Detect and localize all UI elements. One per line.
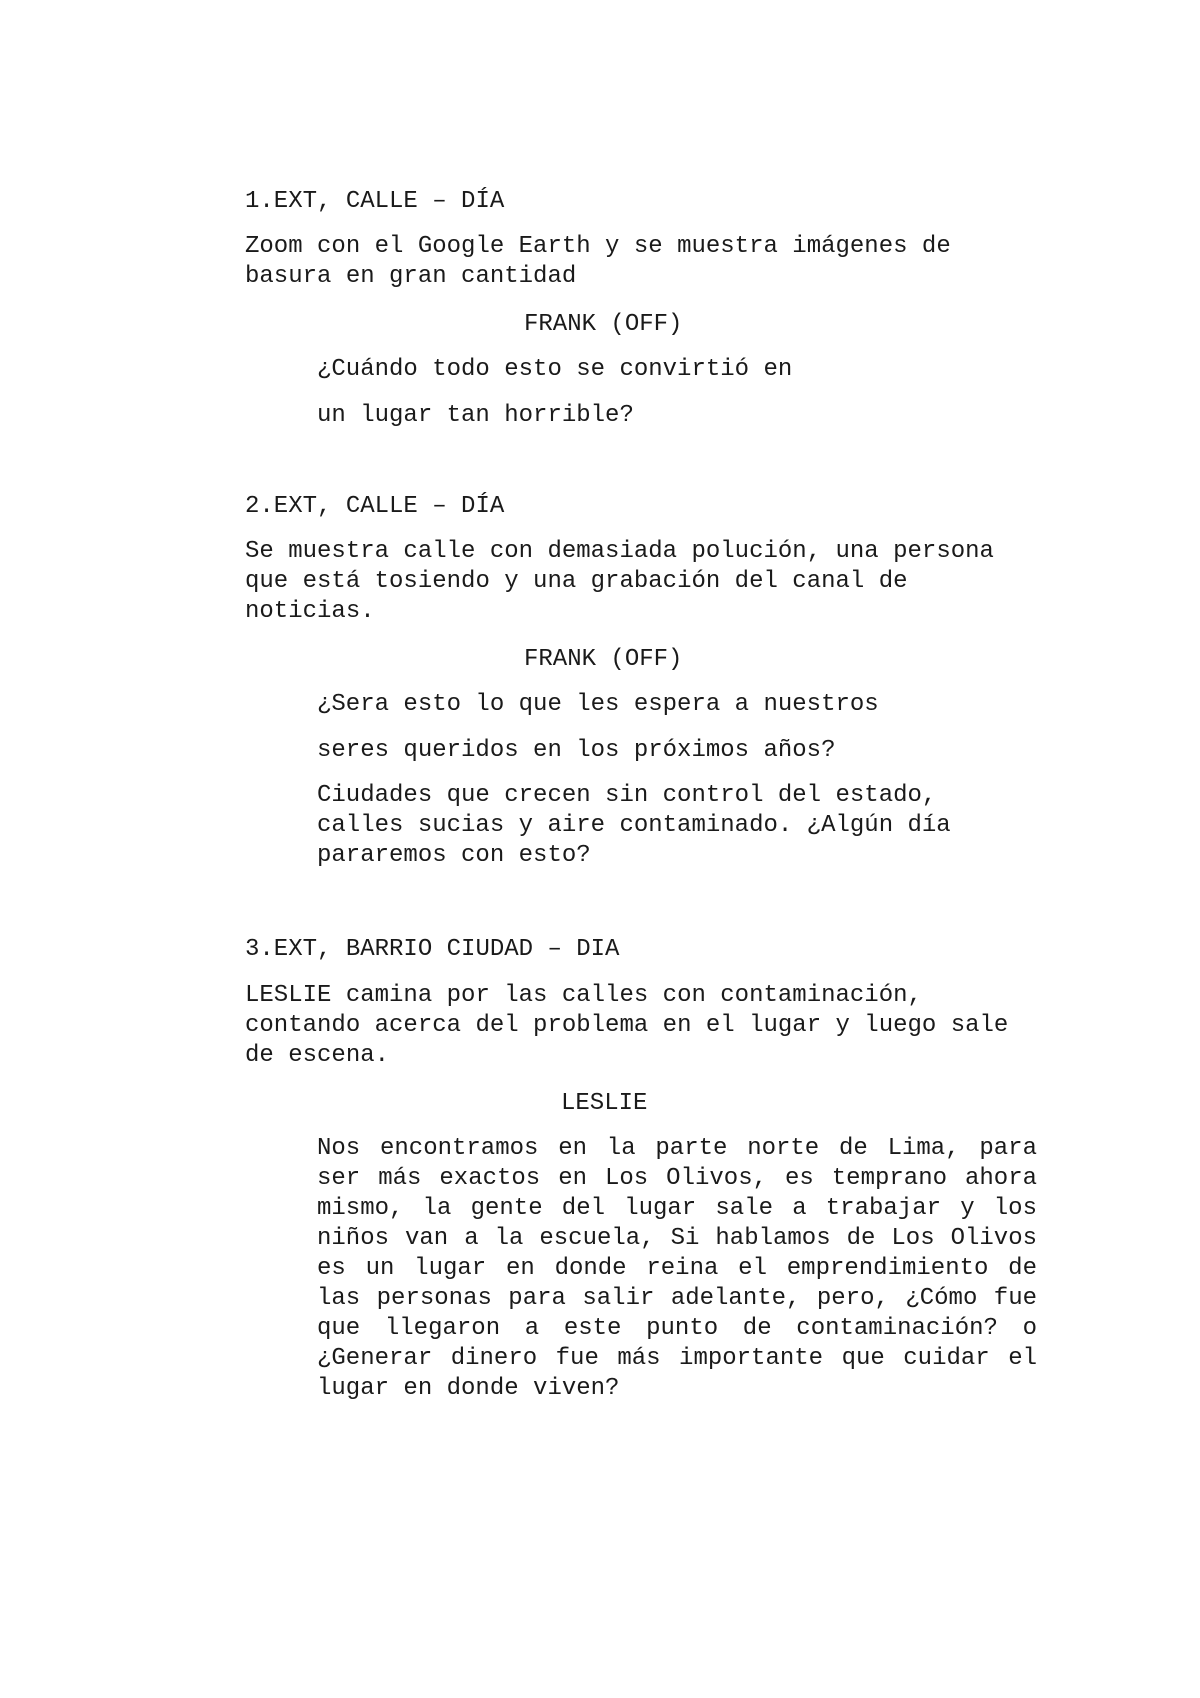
character-name: FRANK (OFF)	[524, 646, 683, 673]
character-name: FRANK (OFF)	[524, 311, 683, 338]
scene-heading: 1.EXT, CALLE – DÍA	[245, 188, 505, 215]
dialogue-paragraph: Ciudades que crecen sin control del estado, calles sucias y aire contaminado. ¿Algún día pararemos con esto?	[317, 782, 951, 869]
dialogue-line: seres queridos en los próximos años?	[317, 737, 836, 764]
action-text: Zoom con el Google Earth y se muestra imágenes de basura en gran cantidad	[245, 233, 951, 290]
dialogue-paragraph: Nos encontramos en la parte norte de Lima, para ser más exactos en Los Olivos, es temprano ahora mismo, la gente del lugar sale a trabajar y los niños van a la escuela, Si hablamos de Los Olivos es un lugar en donde reina el emprendimiento de las personas para salir adelante, pero, ¿Cómo fue que llegaron a este punto de contaminación? o ¿Generar dinero fue más importante que cuidar el lugar en donde viven?	[317, 1135, 1037, 1402]
dialogue-line: ¿Cuándo todo esto se convirtió en	[317, 356, 793, 383]
character-name: LESLIE	[561, 1090, 648, 1117]
scene-heading: 3.EXT, BARRIO CIUDAD – DIA	[245, 936, 620, 963]
scene-heading: 2.EXT, CALLE – DÍA	[245, 493, 505, 520]
dialogue-line: un lugar tan horrible?	[317, 402, 634, 429]
action-text: Se muestra calle con demasiada polución, una persona que está tosiendo y una grabación del canal de noticias.	[245, 538, 994, 625]
dialogue-line: ¿Sera esto lo que les espera a nuestros	[317, 691, 879, 718]
action-text: LESLIE camina por las calles con contaminación, contando acerca del problema en el lugar y luego sale de escena.	[245, 982, 1009, 1069]
